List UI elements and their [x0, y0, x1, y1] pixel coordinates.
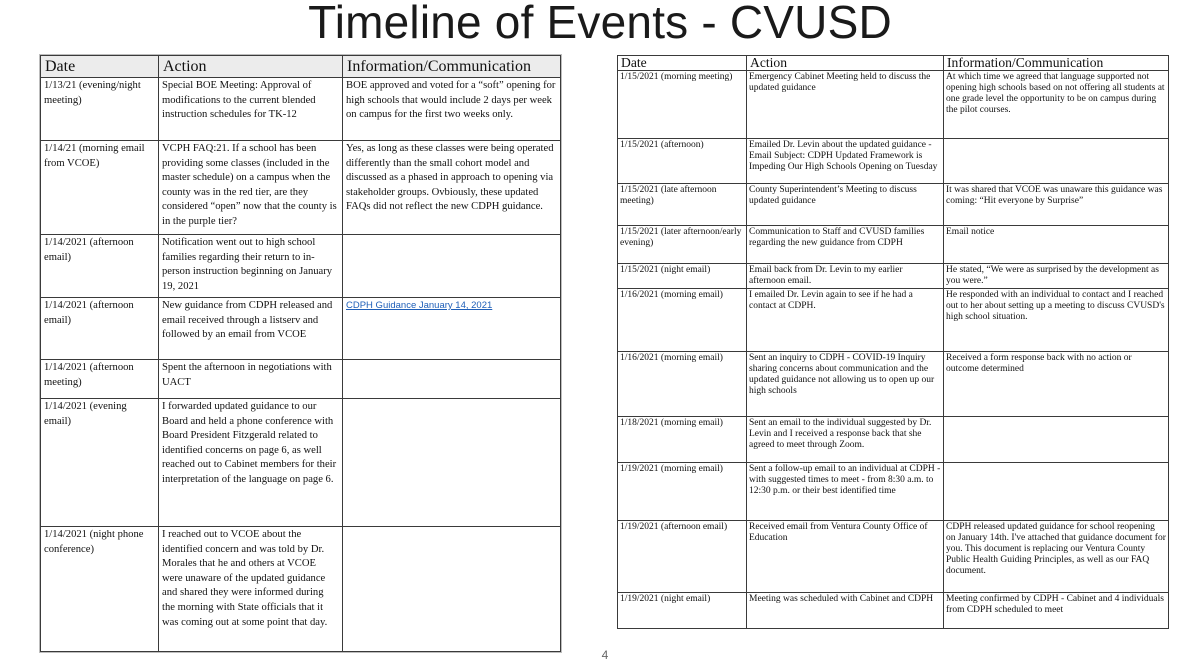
- cell-action: Email back from Dr. Levin to my earlier afternoon email.: [747, 264, 944, 289]
- cell-info: [343, 399, 561, 527]
- cell-action: Emergency Cabinet Meeting held to discuss the updated guidance: [747, 71, 944, 139]
- cell-action: Notification went out to high school families regarding their return to in-person instruction beginning on January 19, 2021: [159, 235, 343, 298]
- cell-info: Received a form response back with no action or outcome determined: [944, 352, 1169, 417]
- table-row: [618, 264, 1169, 289]
- cell-info: [944, 463, 1169, 521]
- cell-info: Email notice: [944, 226, 1169, 264]
- cell-action: Spent the afternoon in negotiations with UACT: [159, 360, 343, 399]
- table-row: [618, 593, 1169, 629]
- left-timeline-table: [40, 55, 561, 652]
- header-action: Action: [747, 56, 944, 71]
- cell-date: 1/19/2021 (night email): [618, 593, 747, 629]
- cell-date: 1/14/21 (morning email from VCOE): [41, 141, 159, 235]
- cell-info: He responded with an individual to contact and I reached out to her about setting up a meeting to discuss CVUSD's high school situation.: [944, 289, 1169, 352]
- table-row: [618, 226, 1169, 264]
- cell-info: [343, 360, 561, 399]
- table-row: [41, 235, 561, 298]
- header-date: Date: [618, 56, 747, 71]
- cell-date: 1/15/2021 (night email): [618, 264, 747, 289]
- table-header-row: [618, 56, 1169, 71]
- cell-info: At which time we agreed that language supported not opening high schools based on not offering all students at one grade level the opportunity to be on campus during the pilot courses.: [944, 71, 1169, 139]
- cell-action: I reached out to VCOE about the identified concern and was told by Dr. Morales that he and others at VCOE were unaware of the updated guidance and shared they were informed during the morning with State officials that it was coming out at some point that day.: [159, 527, 343, 652]
- cell-date: 1/16/2021 (morning email): [618, 289, 747, 352]
- cell-action: Sent a follow-up email to an individual at CDPH - with suggested times to meet - from 8:30 a.m. to 12:30 p.m. or their best identified time: [747, 463, 944, 521]
- cell-info: It was shared that VCOE was unaware this guidance was coming: “Hit everyone by Surprise”: [944, 184, 1169, 226]
- cell-info: [944, 139, 1169, 184]
- table-row: [618, 352, 1169, 417]
- cell-action: Sent an inquiry to CDPH - COVID-19 Inquiry sharing concerns about communication and the updated guidance not allowing us to open up our high schools: [747, 352, 944, 417]
- slide-title: Timeline of Events - CVUSD: [308, 0, 892, 48]
- cell-info: [944, 417, 1169, 463]
- table-row: [618, 139, 1169, 184]
- cell-date: 1/14/2021 (afternoon meeting): [41, 360, 159, 399]
- cell-info: [343, 235, 561, 298]
- cell-action: I forwarded updated guidance to our Board and held a phone conference with Board President Fitzgerald related to identified concerns on page 6, as well reached out to Cabinet members for their interpretation of the language on page 6.: [159, 399, 343, 527]
- cell-info: [343, 527, 561, 652]
- cell-info: BOE approved and voted for a “soft” opening for high schools that would include 2 days per week on campus for the first two weeks only.: [343, 78, 561, 141]
- cell-action: New guidance from CDPH released and email received through a listserv and followed by an email from VCOE: [159, 298, 343, 360]
- cell-action: Meeting was scheduled with Cabinet and CDPH: [747, 593, 944, 629]
- cell-info: CDPH released updated guidance for school reopening on January 14th. I've attached that guidance document for you. This document is replacing our Ventura County Public Health Guiding Principles, as well as our FAQ document.: [944, 521, 1169, 593]
- cell-action: VCPH FAQ:21. If a school has been providing some classes (included in the master schedule) on a campus when the county was in the red tier, are they considered “open” now that the county is in the purple tier?: [159, 141, 343, 235]
- table-row: [618, 184, 1169, 226]
- cell-action: Sent an email to the individual suggested by Dr. Levin and I received a response back that she agreed to meet through Zoom.: [747, 417, 944, 463]
- cell-info: Meeting confirmed by CDPH - Cabinet and 4 individuals from CDPH scheduled to meet: [944, 593, 1169, 629]
- cell-date: 1/14/2021 (afternoon email): [41, 298, 159, 360]
- table-row: [618, 289, 1169, 352]
- cell-date: 1/14/2021 (night phone conference): [41, 527, 159, 652]
- cell-date: 1/13/21 (evening/night meeting): [41, 78, 159, 141]
- cell-action: Received email from Ventura County Office of Education: [747, 521, 944, 593]
- cell-info: [343, 298, 561, 360]
- header-info: Information/Communication: [343, 56, 561, 78]
- page-number: 4: [601, 648, 609, 662]
- cell-date: 1/14/2021 (afternoon email): [41, 235, 159, 298]
- cell-date: 1/15/2021 (morning meeting): [618, 71, 747, 139]
- table-row: [41, 360, 561, 399]
- header-date: Date: [41, 56, 159, 78]
- cell-action: Communication to Staff and CVUSD families regarding the new guidance from CDPH: [747, 226, 944, 264]
- cell-action: Special BOE Meeting: Approval of modifications to the current blended instruction schedules for TK-12: [159, 78, 343, 141]
- right-timeline-table: [617, 55, 1169, 629]
- cell-date: 1/15/2021 (afternoon): [618, 139, 747, 184]
- table-row: [41, 527, 561, 652]
- cell-date: 1/19/2021 (morning email): [618, 463, 747, 521]
- table-row: [618, 71, 1169, 139]
- header-action: Action: [159, 56, 343, 78]
- table-row: [41, 141, 561, 235]
- cell-date: 1/19/2021 (afternoon email): [618, 521, 747, 593]
- table-row: [41, 399, 561, 527]
- cell-action: County Superintendent’s Meeting to discuss updated guidance: [747, 184, 944, 226]
- cell-info: He stated, “We were as surprised by the development as you were.”: [944, 264, 1169, 289]
- table-header-row: [41, 56, 561, 78]
- cell-date: 1/14/2021 (evening email): [41, 399, 159, 527]
- cell-date: 1/18/2021 (morning email): [618, 417, 747, 463]
- cell-date: 1/15/2021 (late afternoon meeting): [618, 184, 747, 226]
- table-row: [41, 78, 561, 141]
- table-row: [618, 417, 1169, 463]
- table-row: [618, 463, 1169, 521]
- cell-date: 1/16/2021 (morning email): [618, 352, 747, 417]
- table-row: [41, 298, 561, 360]
- cell-action: I emailed Dr. Levin again to see if he had a contact at CDPH.: [747, 289, 944, 352]
- table-row: [618, 521, 1169, 593]
- header-info: Information/Communication: [944, 56, 1169, 71]
- cell-info: Yes, as long as these classes were being operated differently than the small cohort model and discussed as a phased in approach to opening via stakeholder groups. Ovbiously, these updated FAQs did not reflect the new CDPH guidance.: [343, 141, 561, 235]
- cdph-guidance-link[interactable]: CDPH Guidance January 14, 2021: [346, 300, 493, 311]
- cell-date: 1/15/2021 (later afternoon/early evening): [618, 226, 747, 264]
- cell-action: Emailed Dr. Levin about the updated guidance - Email Subject: CDPH Updated Framework is Impeding Our High Schools Opening on Tuesday: [747, 139, 944, 184]
